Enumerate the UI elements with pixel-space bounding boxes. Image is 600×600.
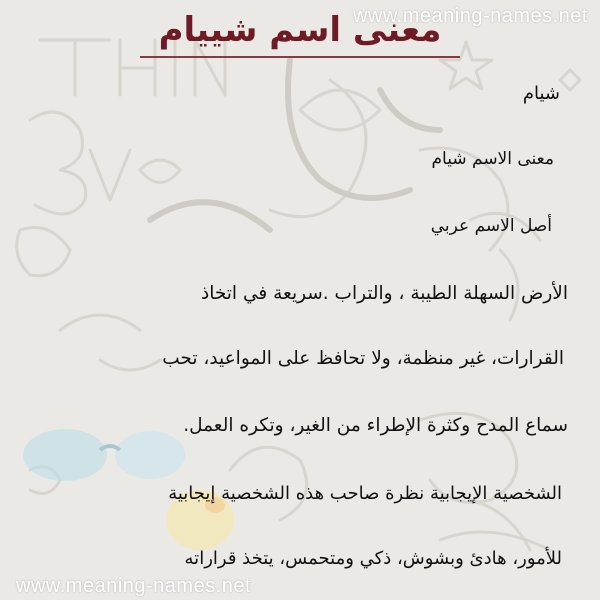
description-line: للأمور، هادئ وبشوش، ذكي ومتحمس، يتخذ قراراته [184,548,562,569]
name-line: شيام [522,83,560,104]
origin-line: أصل الاسم عربي [430,216,552,236]
page-title: معنى اسم شييام [158,10,442,50]
description-line: سماع المدح وكثرة الإطراء من الغير، وتكره العمل. [183,415,568,436]
description-line: القرارات، غير منظمة، ولا تحافظ على المواعيد، تحب [162,348,564,369]
watermark-bottom: www.meaning-names.net [16,575,252,597]
description-line: الشخصية الإيجابية نظرة صاحب هذه الشخصية إيجابية [168,483,562,504]
meaning-heading-line: معنى الاسم شيام [431,149,554,169]
watermark-top: www.meaning-names.net [352,5,588,27]
description-line: الأرض السهلة الطيبة ، والتراب .سريعة في اتخاذ [200,283,568,304]
